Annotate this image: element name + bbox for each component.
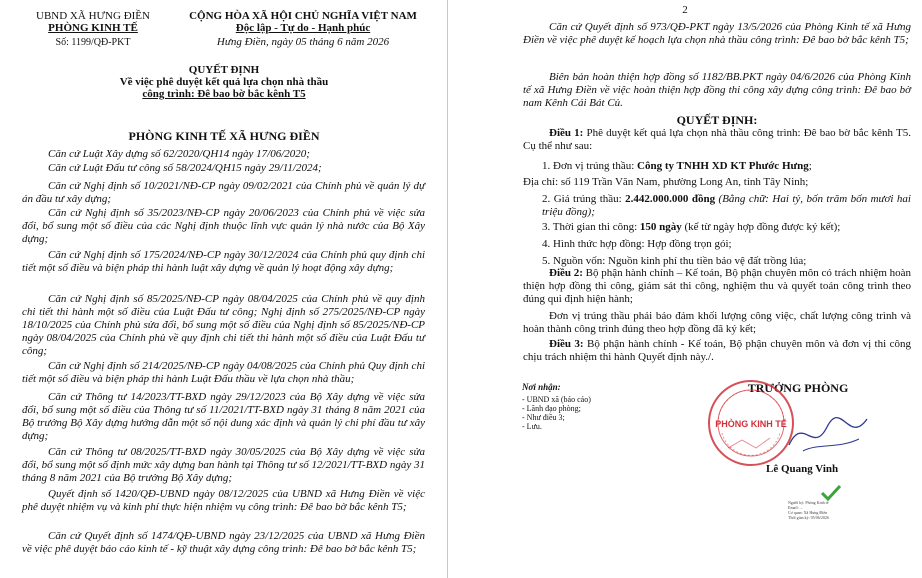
article-2 xyxy=(523,267,911,306)
item-2-words: (Bằng chữ: Hai tỷ, bốn trăm bốn mươi hai triệu đồng); xyxy=(542,193,911,218)
article-3-label: Điều 3: xyxy=(549,338,584,350)
motto: Độc lập - Tự do - Hạnh phúc xyxy=(235,22,371,34)
subject-line2: công trình: Đê bao bờ bắc kênh T5 xyxy=(142,88,306,100)
recipient-2: - Lãnh đạo phòng; xyxy=(522,404,581,413)
item-2-value: 2.442.000.000 đồng xyxy=(625,193,716,205)
item-4: 4. Hình thức hợp đồng: Hợp đồng trọn gói; xyxy=(542,238,732,250)
basis-5: Căn cứ Nghị định số 175/2024/NĐ-CP ngày 30/12/2024 của Chính phủ quy định chi tiết một số điều và biện pháp thi hành luật xây dựng về quản lý hoạt động xây dựng; xyxy=(22,249,425,274)
item-1-end: ; xyxy=(808,160,812,172)
recipients-title: Nơi nhận: xyxy=(522,382,561,392)
country-name: CỘNG HÒA XÃ HỘI CHỦ NGHĨA VIỆT NAM xyxy=(189,10,417,22)
basis-9: Căn cứ Thông tư 08/2025/TT-BXD ngày 30/05/2025 của Bộ Xây dựng về việc sửa đổi, bổ sung một số định mức xây dựng ban hành tại Thông tư số 12/2021/TT-BXD ngày 31 tháng 8 năm 2021 của Bộ trưởng Bộ Xây dựng; xyxy=(22,446,425,484)
article-2-label: Điều 2: xyxy=(549,267,583,279)
basis-6: Căn cứ Nghị định số 85/2025/NĐ-CP ngày 08/04/2025 của Chính phủ về quy định chi tiết thi hành một số điều của Luật Đấu tư công; Nghị định số 275/2025/NĐ-CP ngày 18/10/2025 của Chính phủ sửa đổi, bổ sung một số điều của Nghị định số 85/2025/NĐ-CP ngày 08/04/2025 của Chính phủ về quy định chi tiết thi hành một số điều của Luật Đấu tư công; xyxy=(22,293,425,357)
item-1-value: Công ty TNHH XD KT Phước Hưng xyxy=(637,160,809,172)
signer-title: TRƯỞNG PHÒNG xyxy=(747,381,849,395)
item-3-value: 150 ngày xyxy=(639,221,682,233)
item-3 xyxy=(542,221,840,234)
digital-sig-2: Email: ... xyxy=(788,505,803,510)
basis-7: Căn cứ Nghị định số 214/2025/NĐ-CP ngày 04/08/2025 của Chính phủ Quy định chi tiết một số điều và biện pháp thi hành Luật Đấu thầu về lựa chọn nhà thầu; xyxy=(22,360,425,385)
item-2 xyxy=(542,193,911,219)
address: Địa chỉ: số 119 Trần Văn Nam, phường Long An, tỉnh Tây Ninh; xyxy=(523,176,809,188)
basis-11: Căn cứ Quyết định số 1474/QĐ-UBND ngày 23/12/2025 của UBND xã Hưng Điền về việc phê duyệt báo cáo kinh tế - kỹ thuật xây dựng công trình: Đê bao bờ bắc kênh T5; xyxy=(22,530,425,555)
article-3-text: Bộ phận hành chính - Kế toán, Bộ phận chuyên môn và đơn vị thi công chịu trách nhiệm thi hành Quyết định này./. xyxy=(523,338,911,363)
recipient-4: - Lưu. xyxy=(522,422,542,431)
article-1-text: Phê duyệt kết quả lựa chọn nhà thầu công trình: Đê bao bờ bắc kênh T5. Cụ thể như sau: xyxy=(523,127,911,152)
digital-sig-3: Cơ quan: Xã Hưng Điền xyxy=(788,510,828,515)
basis-1: Căn cứ Luật Xây dựng số 62/2020/QH14 ngày 17/06/2020; xyxy=(48,148,310,160)
article-3 xyxy=(523,338,911,364)
article-1 xyxy=(523,127,911,153)
item-3-end: (kể từ ngày hợp đồng được ký kết); xyxy=(681,221,841,233)
doc-number: Số: 1199/QĐ-PKT xyxy=(55,37,131,48)
digital-sig-4: Thời gian ký: 05/06/2026 xyxy=(788,515,829,520)
place-date: Hưng Điền, ngày 05 tháng 6 năm 2026 xyxy=(216,36,390,48)
digital-sig-1: Người ký: Phòng Kinh tế xyxy=(788,500,829,505)
item-1-label: 1. Đơn vị trúng thầu: xyxy=(542,160,638,172)
org-line2: PHÒNG KINH TẾ xyxy=(48,22,138,34)
article-2-text: Bộ phận hành chính – Kế toán, Bộ phận chuyên môn có trách nhiệm hoàn thiện hợp đồng thi công, giám sát thi công, nghiệm thu và quyết toán công trình theo đúng qui định hiện hành; xyxy=(523,267,912,305)
signature xyxy=(783,405,873,465)
item-1 xyxy=(542,160,812,173)
decide-heading: QUYẾT ĐỊNH: xyxy=(676,113,758,127)
recipient-1: - UBND xã (báo cáo) xyxy=(522,395,591,404)
stamp-text: PHÒNG KINH TẾ xyxy=(715,419,787,429)
page-2 xyxy=(448,0,922,578)
doc-type: QUYẾT ĐỊNH xyxy=(188,64,260,76)
basis-a: Căn cứ Quyết định số 973/QĐ-PKT ngày 13/5/2026 của Phòng Kinh tế xã Hưng Điền về việc phê duyệt kế hoạch lựa chọn nhà thầu công trình: Đê bao bờ bắc kênh T5; xyxy=(523,21,911,46)
article-1-label: Điều 1: xyxy=(549,127,584,139)
item-2-label: 2. Giá trúng thầu: xyxy=(542,193,626,205)
page-1 xyxy=(0,0,448,578)
subject-line1: Về việc phê duyệt kết quả lựa chọn nhà thầu xyxy=(119,76,329,88)
issuer: PHÒNG KINH TẾ XÃ HƯNG ĐIỀN xyxy=(128,129,320,143)
basis-10: Quyết định số 1420/QĐ-UBND ngày 08/12/2025 của UBND xã Hưng Điền về việc phê duyệt nhiệm vụ và kinh phí thực hiện nhiệm vụ công trình: Đê bao bờ bắc kênh T5; xyxy=(22,488,425,513)
signer-name: Lê Quang Vinh xyxy=(766,463,839,475)
basis-2: Căn cứ Luật Đấu tư công số 58/2024/QH15 ngày 29/11/2024; xyxy=(48,162,322,174)
article-2-b: Đơn vị trúng thầu phải bảo đảm khối lượng công việc, chất lượng công trình và hoàn thành công trình đúng theo hợp đồng đã ký kết; xyxy=(523,310,911,335)
basis-8: Căn cứ Thông tư 14/2023/TT-BXD ngày 29/12/2023 của Bộ Xây dựng về việc sửa đổi, bổ sung một số điều của Thông tư số 11/2021/TT-BXD ngày 31 tháng 8 năm 2021 của Bộ trưởng Bộ Xây dựng hướng dẫn một số nội dung xác định và quản lý chi phí đầu tư xây dựng; xyxy=(22,391,425,442)
recipient-3: - Như điều 3; xyxy=(522,413,565,422)
basis-b: Biên bản hoàn thiện hợp đồng số 1182/BB.PKT ngày 04/6/2026 của Phòng Kinh tế xã Hưng Điền về việc hoàn thiện hợp đồng thi công xây dựng công trình: Đê bao bờ nam Kênh Cái Bát Củ. xyxy=(523,71,911,109)
org-line1: UBND XÃ HƯNG ĐIỀN xyxy=(36,10,150,22)
basis-3: Căn cứ Nghị định số 10/2021/NĐ-CP ngày 09/02/2021 của Chính phủ về quản lý dự án đầu tư xây dựng; xyxy=(22,180,425,205)
item-5: 5. Nguồn vốn: Nguồn kinh phí thu tiền bảo vệ đất trồng lúa; xyxy=(542,255,807,267)
page-number: 2 xyxy=(682,4,688,16)
item-3-label: 3. Thời gian thi công: xyxy=(542,221,640,233)
basis-4: Căn cứ Nghị định số 35/2023/NĐ-CP ngày 20/06/2023 của Chính phủ về việc sửa đổi, bổ sung một số điều của các Nghị định thuộc lĩnh vực quản lý nhà nước của Bộ Xây dựng; xyxy=(22,207,425,245)
